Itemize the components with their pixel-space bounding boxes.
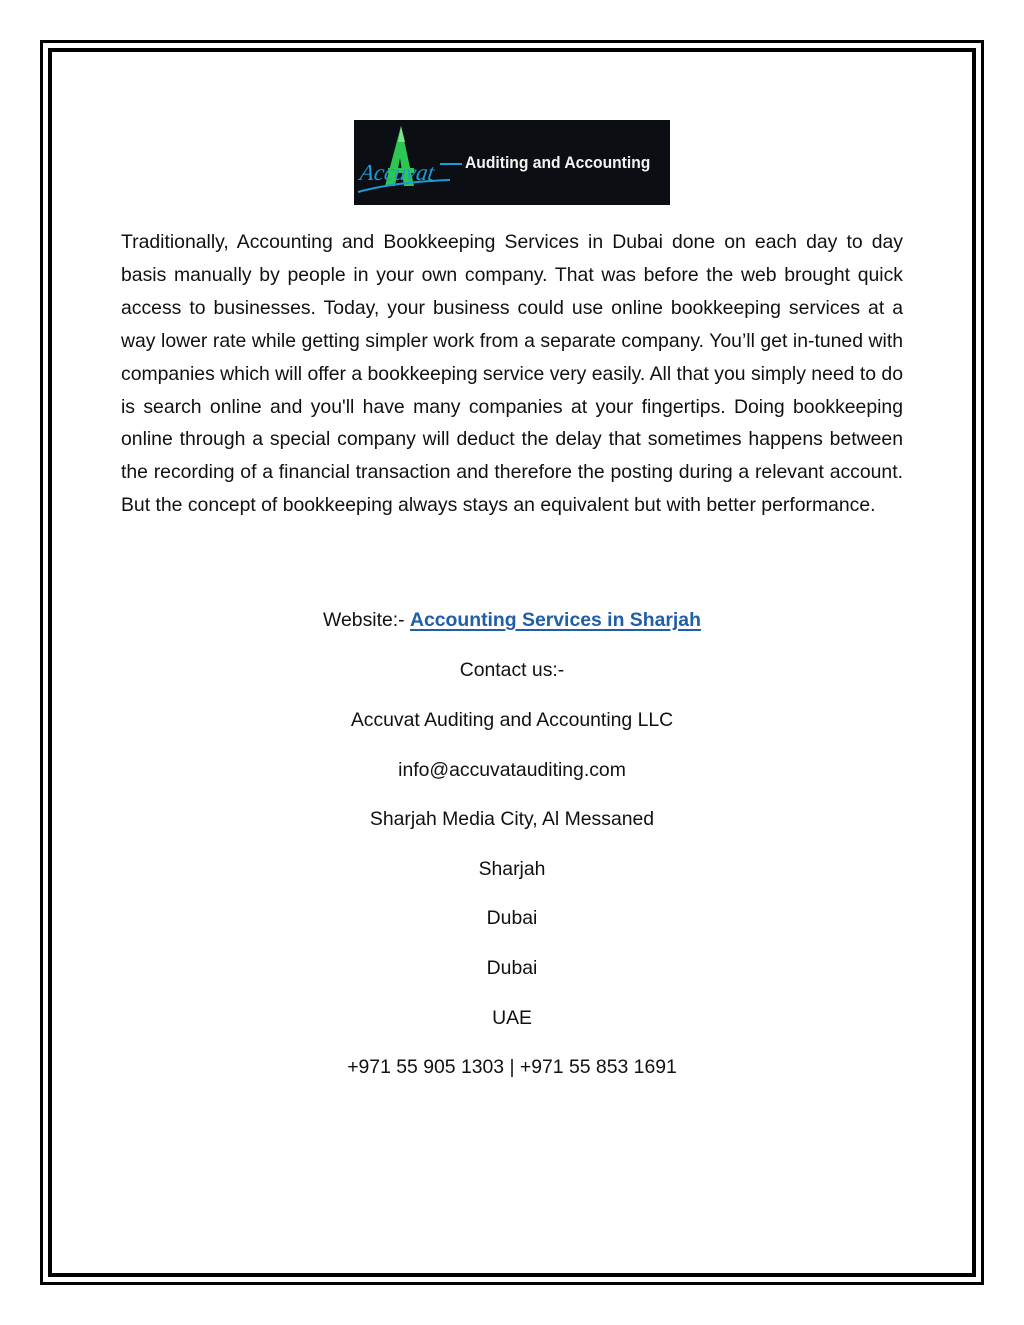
- logo-brand-text: Accuvat: [358, 160, 436, 185]
- company-logo: [354, 120, 670, 205]
- address-region-1: Dubai: [486, 907, 538, 929]
- website-label: Website:-: [323, 609, 410, 631]
- contact-phones: +971 55 905 1303 | +971 55 853 1691: [347, 1056, 677, 1078]
- logo-tagline: Auditing and Accounting: [465, 153, 651, 172]
- contact-heading: Contact us:-: [459, 659, 565, 681]
- address-country: UAE: [492, 1007, 532, 1029]
- body-paragraph: Traditionally, Accounting and Bookkeeping Services in Dubai done on each day to day basis manually by people in your own company. That was before the web brought quick access to businesses. Today, your business could use online bookkeeping services at a way lower rate while getting simpler work from a separate company. You’ll get in-tuned with companies which will offer a bookkeeping service very easily. All that you simply need to do is search online and you'll have many companies at your fingertips. Doing bookkeeping online through a special company will deduct the delay that sometimes happens between the recording of a financial transaction and therefore the posting during a relevant account. But the concept of bookkeeping always stays an equivalent but with better performance.: [121, 231, 903, 517]
- address-city: Sharjah: [478, 858, 546, 880]
- address-line: Sharjah Media City, Al Messaned: [369, 808, 655, 830]
- company-name: Accuvat Auditing and Accounting LLC: [350, 709, 674, 731]
- address-region-2: Dubai: [486, 957, 538, 979]
- website-line: [121, 607, 903, 633]
- contact-email: info@accuvatauditing.com: [398, 759, 626, 781]
- website-link[interactable]: Accounting Services in Sharjah: [409, 609, 701, 631]
